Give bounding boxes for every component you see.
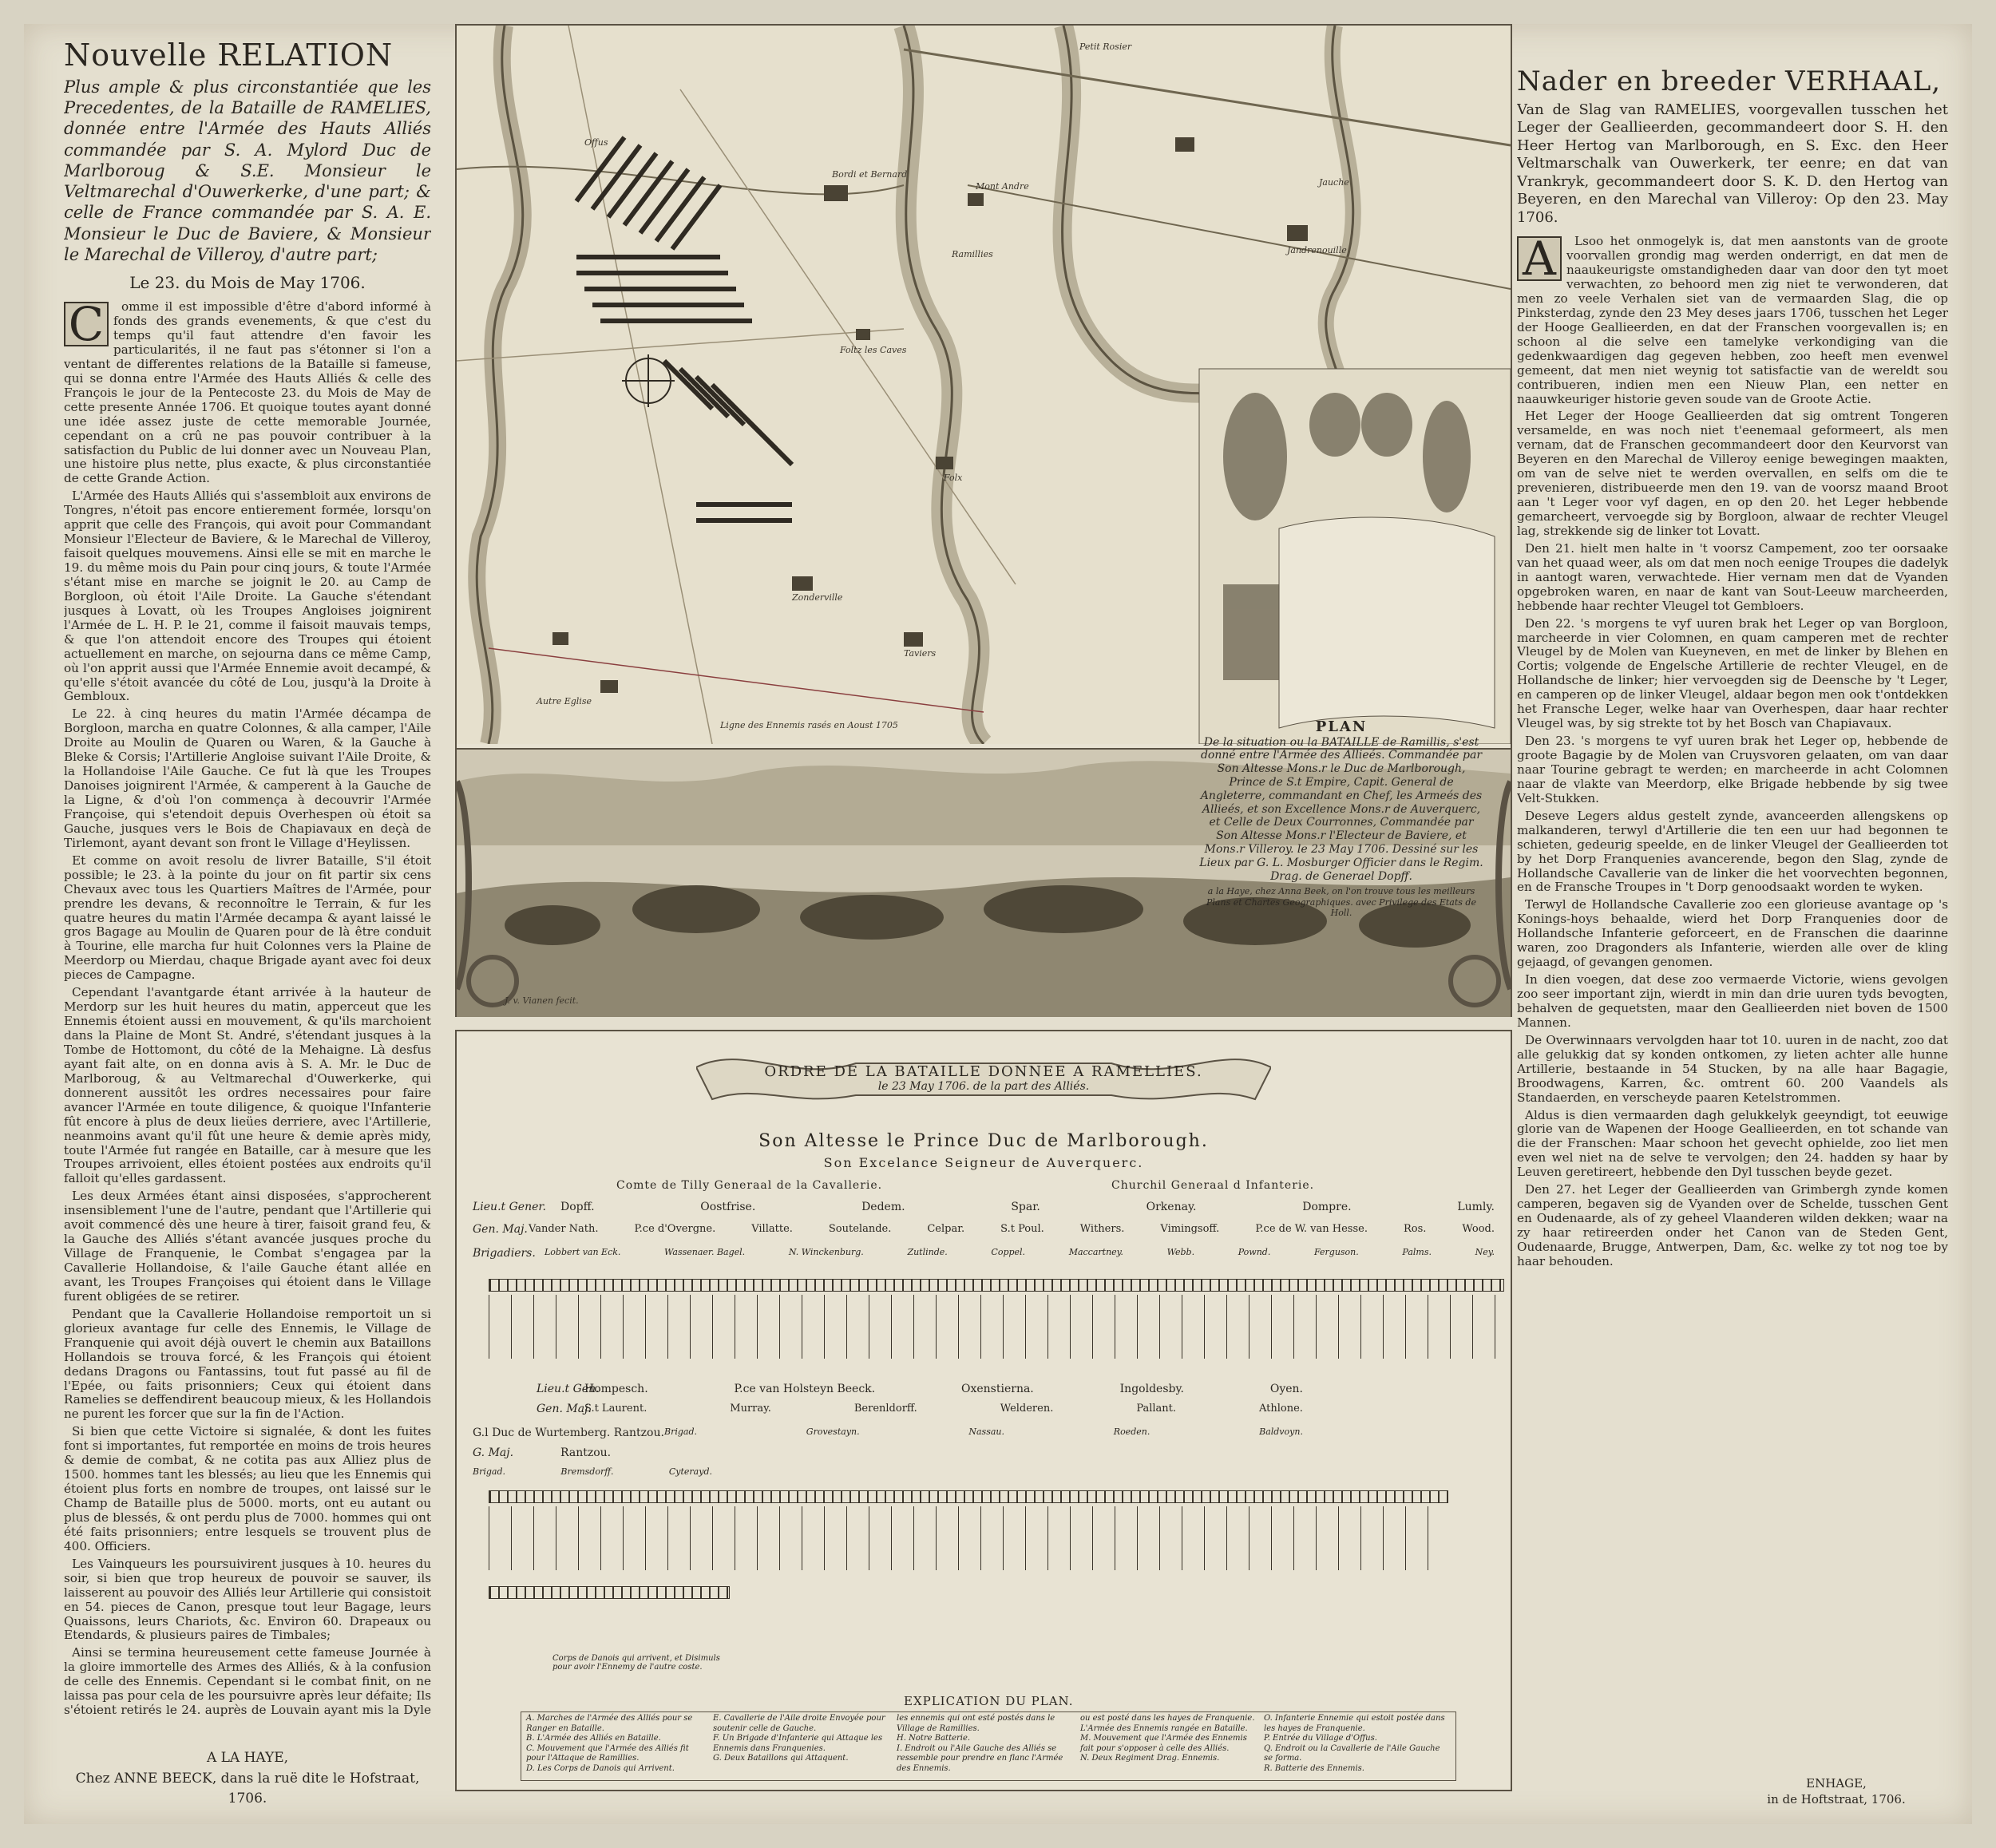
- officer-name: S.t Laurent.: [584, 1403, 648, 1415]
- officer-name: Spar.: [1011, 1201, 1040, 1213]
- map-label: Folx: [944, 473, 963, 483]
- order-subtitle: le 23 May 1706. de la part des Alliés.: [877, 1080, 1090, 1093]
- officer-name: Vimingsoff.: [1160, 1223, 1220, 1235]
- danish-note: Corps de Danois qui arrivent, et Disimuls pour avoir l'Ennemy de l'autre coste.: [552, 1654, 720, 1672]
- dutch-paragraph: Terwyl de Hollandsche Cavallerie zoo een glorieuse avantage op 's Konings-hoys behaalde, wierd het Dorp Franquenies door de Hollandsche Infanterie geforceert, en de Franschen die daarinne waren, zoo Dragonders als Infanterie, wierden alle over de kling gejaagd, of gevangen genomen.: [1517, 897, 1948, 970]
- map-label: Petit Rosier: [1079, 42, 1132, 52]
- regiment-labels: [489, 1295, 1503, 1359]
- officer-name: Nassau.: [968, 1427, 1004, 1437]
- officer-name: Ros.: [1403, 1223, 1427, 1235]
- officer-name: S.t Poul.: [1000, 1223, 1044, 1235]
- danish-brigadiers: [473, 1466, 712, 1477]
- french-paragraph: Le 22. à cinq heures du matin l'Armée décampa de Borgloon, marcha en quatre Colonnes, & alla camper, l'Aile Droite au Moulin de Quaren ou Waren, & la Gauche à Bleke & Corsis; l'Artillerie Angloise suivant l'Aile Droite, & la Hollandoise l'Aile Gauche. Ce fut là que les Troupes Danoises joignirent l'Armée, & camperent à la Gauche de la Ligne, & d'où l'on commença à decouvrir l'Armée Françoise, qui s'etendoit depuis Overhespen où étoit sa Gauche, jusques vers le Bois de Chapiavaux en deçà de Tirlemont, ayant devant son front le Village d'Heylissen.: [64, 706, 431, 850]
- dutch-paragraph: Lsoo het onmogelyk is, dat men aanstonts van de groote voorvallen grondig mag werden onderrigt, en dat men de naaukeurigste omstandigheden daar van door den tyt moet verwachten, zo behoord men zig niet te verwonderen, dat men zo veele Verhalen siet van de vermaarden Slag, die op Pinksterdag, zynde den 23 Mey deses jaars 1706, tusschen het Leger der Hooge Geallieerden, en dat der Franschen voorgevallen is; en schoon al die selve een tamelyke verkondiging van die gedenkwaardigen dag gegeven hebben, zoo heeft men evenwel gemeent, dat men niet weynig tot satisfactie van de wereldt sou contribueren, indien men een Nieuw Plan, een netter en naauwkeuriger historie geven soude van de Groote Actie.: [1517, 234, 1948, 406]
- officer-name: Hompesch.: [584, 1383, 648, 1395]
- officer-name: Oyen.: [1269, 1383, 1303, 1395]
- officer-name: Dompre.: [1302, 1201, 1352, 1213]
- french-relation: [64, 40, 431, 1716]
- dutch-verhaal: [1517, 68, 1948, 1776]
- explanation-col: A. Marches de l'Armée des Alliés pour se Ranger en Bataille. B. L'Armée des Alliés en Bataille. C. Mouvement que l'Armée des Alliés fit pour l'Attaque de Ramillies. D. Les Corps de Danois qui Arrivent.: [526, 1714, 693, 1773]
- french-dateline: Le 23. du Mois de May 1706.: [129, 273, 366, 293]
- officer-name: Villatte.: [751, 1223, 793, 1235]
- french-paragraph: Les Vainqueurs les poursuivirent jusques à 10. heures du soir, si bien que trop heureux de pouvoir se sauver, ils laisserent au pouvoir des Alliés leur Artillerie qui consistoit en 54. pieces de Canon, presque tout leur Bagage, leurs Quaissons, leurs Chariots, &c. Environ 60. Drapeaux ou Etendards, & plusieurs paires de Timbales;: [64, 1556, 431, 1643]
- rank-label: Lieu.t Gen.: [537, 1383, 600, 1395]
- second-line-mj-generals: [584, 1403, 1303, 1415]
- officer-name: Rantzou.: [560, 1446, 612, 1459]
- officer-name: Berenldorff.: [853, 1403, 917, 1415]
- dutch-paragraph: Aldus is dien vermaarden dagh gelukkelyk geeyndigt, tot eeuwige glorie van de Wapenen der Hooge Geallieerden, en tot schande van die der Franschen: Maar schoon het gevecht ophielde, zoo liet men even wel niet na de selve te vervolgen; den 24. hadden sy haar by Leuven geretireert, hebbende den Dyl tusschen beyde gezet.: [1517, 1107, 1948, 1180]
- french-imprint-publisher: Chez ANNE BEECK, dans la ruë dite le Hofstraat, 1706.: [75, 1770, 420, 1806]
- officer-name: Murray.: [730, 1403, 771, 1415]
- explanation-title: EXPLICATION DU PLAN.: [904, 1694, 1074, 1708]
- officer-name: Baldvoyn.: [1259, 1427, 1303, 1437]
- french-imprint: [64, 1748, 431, 1810]
- map-label: Mont Andre: [976, 181, 1029, 192]
- explanation-col: ou est posté dans les hayes de Franquenie. L'Armée des Ennemis rangée en Bataille. M. Mouvement que l'Armée des Ennemis fait pour s'opposer à celle des Alliés. N. Deux Regiment Drag. Ennemis.: [1080, 1714, 1255, 1763]
- officer-name: Wood.: [1462, 1223, 1495, 1235]
- second-line-regiments: [489, 1490, 1448, 1503]
- french-body: [64, 297, 431, 1716]
- officer-name: Roeden.: [1113, 1427, 1150, 1437]
- french-paragraph: Pendant que la Cavallerie Hollandoise remportoit un si glorieux avantage fur celle des Ennemis, le Village de Franquenie qui avoit déjà ouvert le chemin aux Bataillons Hollandois se trouva forcé, & les François qui étoient dedans Dragons ou Fantassins, tout fut passé au fil de l'Epée, ou faits prisonniers; Ceux qui étoient dans Ramelies se deffendirent beaucoup mieux, & les Hollandois ne purent les forcer que sur la fin de l'Action.: [64, 1306, 431, 1422]
- officer-name: Vander Nath.: [529, 1223, 599, 1235]
- officer-name: Maccartney.: [1068, 1247, 1123, 1257]
- explanation-col: les ennemis qui ont esté postés dans le Village de Ramillies. H. Notre Batterie. I. Endroit ou l'Aile Gauche des Alliés se ressemble pour prendre en flanc l'Armée des Ennemis.: [897, 1714, 1063, 1773]
- officer-name: Welderen.: [1000, 1403, 1054, 1415]
- officer-name: N. Winckenburg.: [788, 1247, 864, 1257]
- dutch-paragraph: Den 22. 's morgens te vyf uuren brak het Leger op van Borgloon, marcheerde in vier Colomnen, en quam camperen met de rechter Vleugel by de Molen van Kueyneven, en met de linker by Blehen en Cortis; volgende de Engelsche Artillerie de rechter Vleugel, en de Hollandsche de linker; hier vervoegden sig de Deensche by 't Leger, en camperen op de linker Vleugel, aldaar begon men ook t'ontdekken het Fransche Leger, welke haar van Overhespen, daar haar rechter Vleugel was, by sig strekte tot by het Bosch van Chapiavaux.: [1517, 615, 1948, 731]
- officer-name: Dedem.: [861, 1201, 905, 1213]
- french-subtitle: Plus ample & plus circonstantiée que les Precedentes, de la Bataille de RAMELIES, donnée entre l'Armée des Hauts Alliés commandée par S. A. Mylord Duc de Marlboroug & S.E. Monsieur le Veltmarechal d'Ouwerkerke, d'une part; & celle de France commandée par S. A. E. Monsieur le Duc de Baviere, & Monsieur le Marechal de Villeroy, d'autre part;: [64, 77, 431, 264]
- map-label: Taviers: [904, 648, 937, 659]
- french-paragraph: Si bien que cette Victoire si signalée, & dont les fuites font si importantes, fut remportée en moins de trois heures & demie de combat, & ne cotita pas aux Alliez plus de 1500. hommes tant les blessés; au lieu que les Ennemis qui étoient plus forts en nombre de troupes, ont laissé sur le Champ de Bataille plus de 5000. morts, ont eu autant ou plus de blessés, & ont perdu plus de 7000. hommes qui ont été faits prisonniers; entre lesquels se trouvent plus de 400. Officiers.: [64, 1424, 431, 1553]
- map-cartouche: [1198, 718, 1485, 918]
- officer-name: Celpar.: [927, 1223, 965, 1235]
- officer-name: Ney.: [1475, 1247, 1495, 1257]
- rank-label: G. Maj.: [473, 1446, 514, 1459]
- explanation-col: E. Cavallerie de l'Aile droite Envoyée pour soutenir celle de Gauche. F. Un Brigade d'Infanterie qui Attaque les Ennemis dans Franquenies. G. Deux Bataillons qui Attaquent.: [713, 1714, 885, 1763]
- officer-name: Pownd.: [1238, 1247, 1271, 1257]
- officer-name: Lobbert van Eck.: [545, 1247, 621, 1257]
- officer-name: Coppel.: [991, 1247, 1026, 1257]
- dutch-paragraph: Het Leger der Hooge Geallieerden dat sig omtrent Tongeren versamelde, en was noch niet t'eenemaal geformeert, als men vernam, dat de Franschen gecommandeert door den Keurvorst van Beyeren en den Marechal de Villeroy eenige bewegingen maakten, om van de selve niet te werden overvallen, en selfs om die te prevenieren, distribueerde men den 19. van de voorsz maand Broot aan 't Leger voor vyf dagen, en op den 20. het Leger hebbende gemarcheert, vervoegde sig by Borgloon, alwaar de rechter Vleugel lag, strekkende sig de linker tot Lovatt.: [1517, 409, 1948, 538]
- french-imprint-city: A LA HAYE,: [206, 1750, 289, 1766]
- officer-name: Ingoldesby.: [1119, 1383, 1184, 1395]
- french-paragraph: L'Armée des Hauts Alliés qui s'assembloit aux environs de Tongres, n'étoit pas encore entierement formée, lorsqu'on apprit que celle des François, qui avoit pour Commandant Monsieur l'Electeur de Baviere, & le Marechal de Villeroy, faisoit quelques mouvemens. Ainsi elle se mit en marche le 19. du même mois du Pain pour cinq jours, & toute l'Armée s'étant mise en marche se joignit le 20. au Camp de Borgloon, où étoit l'Aile Droite. La Gauche s'étendant jusques à Lovatt, où les Troupes Angloises joignirent l'Armée de L. H. P. le 21, comme il faisoit mauvais temps, & que l'on attendoit encore des Troupes qui étoient actuellement en marche, on sejourna dans ce même Camp, où l'on apprit aussi que l'Armée Ennemie avoit decampé, & qu'elle s'étoit avancée du côté de Lou, jusqu'à la Droite à Gembloux.: [64, 489, 431, 704]
- officer-name: Orkenay.: [1146, 1201, 1197, 1213]
- map-label: Zonderville: [792, 592, 843, 603]
- order-title: ORDRE DE LA BATAILLE DONNEE A RAMELLIES.: [764, 1063, 1203, 1080]
- officer-name: P.ce de W. van Hesse.: [1255, 1223, 1368, 1235]
- dutch-subtitle: Van de Slag van RAMELIES, voorgevallen tusschen het Leger der Geallieerden, gecommandeert door S. H. den Heer Hertog van Marlborough, en S. Exc. den Heer Veltmarschalk van Ouwerkerk, ter eenre; en dat van Vrankryk, gecommandeert door S. K. D. den Hertog van Beyeren, en den Marechal van Villeroy: Op den 23. May 1706.: [1517, 101, 1948, 226]
- lieutenant-generals-row: [560, 1201, 1495, 1213]
- map-label: Offus: [584, 137, 608, 148]
- explanation-col: O. Infanterie Ennemie qui estoit postée dans les hayes de Franquenie. P. Entrée du Village d'Offus. Q. Endroit ou la Cavallerie de l'Aile Gauche se forma. R. Batterie des Ennemis.: [1264, 1714, 1445, 1773]
- infantry-general: Churchil Generaal d Infanterie.: [1111, 1179, 1315, 1192]
- explanation-box: [521, 1711, 1456, 1781]
- order-of-battle: [455, 1030, 1512, 1791]
- regiment-labels: [489, 1506, 1447, 1570]
- dutch-paragraph: Deseve Legers aldus gestelt zynde, avanceerden allengskens op malkanderen, terwyl d'Artillerie die ten een uur had begonnen te schieten, gedeurig speelde, en de linker Vleugel der Geallieerden tot by het Dorp Franquenies avancerende, begon den Slag, zynde de Hollandsche Cavallerie van de linker die het voorvechten begonnen, en de Fransche Troupes in 't Dorp genoodsaakt worden te wyken.: [1517, 808, 1948, 895]
- major-generals-row: [529, 1223, 1495, 1235]
- officer-name: Athlone.: [1258, 1403, 1303, 1415]
- french-paragraph: Ainsi se termina heureusement cette fameuse Journée à la gloire immortelle des Armes des Alliés, & à la confusion de celle des Ennemis. Cependant si le combat finit, on ne laissa pas pour cela de les poursuivre après leur défaite; Ils s'étoient retirés le 24. auprès de Louvain ayant mis la Dyle: [64, 1645, 431, 1716]
- french-title: Nouvelle RELATION: [64, 40, 394, 73]
- cartouche-text: De la situation ou la BATAILLE de Ramillis, s'est donné entre l'Armée des Allieés. Commandée par Son Altesse Mons.r le Duc de Marlborough, Prince de S.t Empire, Capit. General de Angleterre, commandant en Chef, les Armeés des Allieés, et son Excellence Mons.r de Auverquerc, et Celle de Deux Courronnes, Commandée par Son Altesse Mons.r l'Electeur de Baviere, et Mons.r Villeroy. le 23 May 1706. Dessiné sur les Lieux par G. L. Mosburger Officier dans le Regim. Drag. de Generael Dopff.: [1199, 735, 1483, 883]
- map-label: Foltz les Caves: [840, 345, 907, 355]
- map-label: Jandrenouille: [1287, 245, 1347, 255]
- dutch-paragraph: Den 21. hielt men halte in 't voorsz Campement, zoo ter oorsaake van het quaad weer, als om dat men noch eenige Troupes die dadelyk in aantogt waren, verwachtede. Hier vernam men dat de Vyanden opgebroken waren, en naar de kant van Sout-Leeuw marcheerden, hebbende haar rechter Vleugel tot Gembloers.: [1517, 540, 1948, 613]
- officer-name: Webb.: [1166, 1247, 1195, 1257]
- rank-label: Gen. Maj.: [537, 1403, 592, 1415]
- officer-name: Bremsdorff.: [560, 1466, 614, 1477]
- french-paragraph: Cependant l'avantgarde étant arrivée à la hauteur de Merdorp sur les huit heures du matin, apperceut que les Ennemis étoient aussi en mouvement, & qu'ils marchoient dans la Plaine de Mont St. André, s'étendant jusques à la Tombe de Hottomont, du côté de la Mehaigne. Là desfus ayant fait alte, on en donna avis à S. A. Mr. le Duc de Marlboroug, & au Veltmarechal d'Ouwerkerke, qui donnerent aussitôt les ordres necessaires pour faire avancer l'Armée en toute diligence, & quoique l'Infanterie fût encore à plus de deux lieües derriere, avec l'Artillerie, neanmoins avant qu'il fût une heure & demie après midy, toute l'Armée fut rangée en Bataille, car à mesure que les Troupes arrivoient, elles étoient postées aux endroits qu'il falloit qu'elles gardassent.: [64, 985, 431, 1186]
- officer-name: Soutelande.: [828, 1223, 892, 1235]
- officer-name: P.ce d'Overgne.: [634, 1223, 716, 1235]
- dutch-paragraph: Den 23. 's morgens te vyf uuren brak het Leger op, hebbende de groote Bagagie by de Molen van Cruysvoren gelaaten, om van daar naar Tourine gebragt te werden; en marcheerde in acht Colomnen naar de vlakte van Meerdorp, elke Brigade hebbende by sig twee Velt-Stukken.: [1517, 734, 1948, 805]
- french-paragraph: Les deux Armées étant ainsi disposées, s'approcherent insensiblement l'une de l'autre, pendant que l'Artillerie qui avoit commencé dès une heure à tirer, faisoit grand feu, & la Gauche des Alliés s'étant avancée jusques proche du Village de Franquenie, le Combat s'engagea par la Cavallerie Hollandoise, & l'aile Gauche étant allée en avant, les Troupes Françoises qui étoient dans le Village furent obligées de se retirer.: [64, 1189, 431, 1304]
- map-label: Jauche: [1319, 177, 1349, 188]
- danish-corps-regiments: [489, 1586, 730, 1599]
- second-line-lt-generals: [584, 1383, 1303, 1395]
- map-label: Autre Eglise: [537, 696, 592, 706]
- commander-1: Son Altesse le Prince Duc de Marlborough.: [758, 1131, 1209, 1151]
- engraver-credit: J. v. Vianen fecit.: [505, 995, 579, 1006]
- dutch-body: [1517, 231, 1948, 1269]
- rank-label: Brigadiers.: [473, 1247, 536, 1260]
- dutch-paragraph: Den 27. het Leger der Geallieerden van Grimbergh zynde komen camperen, begaven sig de Vyanden over de Schelde, tusschen Gent en Oudenaarde, als of zy geheel Vlaanderen wilden dekken; waar na zy haar retireerden onder het Canon van de Steden Gent, Oudenaarde, Brugge, Antwerpen, Dam, &c. welke zy tot nog toe by haar behouden.: [1517, 1182, 1948, 1268]
- french-paragraph: omme il est impossible d'être d'abord informé à fonds des grands evenements, & que c'est du temps qu'il faut attendre d'en favoir les particularités, il ne faut pas s'étonner si l'on a ventant de differentes relations de la Bataille si fameuse, qui se donna entre l'Armée des Hauts Alliés & celle des François le jour de la Pentecoste 23. du Mois de May de cette presente Année 1706. Et quoique toutes ayant donné une idée assez juste de cette memorable Journée, cependant on a crû ne pas pouvoir contribuer à la satisfaction du Public de lui donner avec un Nouveau Plan, une histoire plus nette, plus exacte, & plus circonstantiée de cette Grande Action.: [64, 299, 431, 486]
- officer-name: Oxenstierna.: [961, 1383, 1034, 1395]
- rank-label: G.l Duc de Wurtemberg. Rantzou.: [473, 1427, 664, 1439]
- order-banner: [696, 1047, 1271, 1111]
- officer-name: Ferguson.: [1313, 1247, 1359, 1257]
- officer-name: Cyterayd.: [668, 1466, 712, 1477]
- rank-label: Gen. Maj.: [473, 1223, 528, 1236]
- officer-name: Oostfrise.: [700, 1201, 756, 1213]
- second-line-brigadiers: [664, 1427, 1303, 1437]
- officer-name: Pallant.: [1136, 1403, 1177, 1415]
- officer-name: Zutlinde.: [907, 1247, 948, 1257]
- dutch-imprint: [1741, 1776, 1932, 1807]
- battle-map: [457, 26, 1511, 744]
- officer-name: Brigad.: [664, 1427, 697, 1437]
- officer-name: Withers.: [1079, 1223, 1125, 1235]
- map-label: Ramillies: [952, 249, 993, 259]
- cartouche-imprint: a la Haye, chez Anna Beek, on l'on trouve tous les meilleurs Plans et Chartes Geographiques. avec Privilege des Etats de Holl.: [1206, 886, 1476, 918]
- map-label: Ligne des Ennemis rasés en Aoust 1705: [720, 720, 898, 730]
- french-dropcap: C: [64, 302, 109, 346]
- officer-name: Grovestayn.: [806, 1427, 860, 1437]
- officer-name: Brigad.: [473, 1466, 505, 1477]
- french-paragraph: Et comme on avoit resolu de livrer Bataille, S'il étoit possible; le 23. à la pointe du jour on fit partir six cens Chevaux avec tous les Quartiers Maîtres de l'Armée, pour prendre les devans, & reconnoître le Terrain, & fur les quatre heures du matin l'Armée decampa & ayant laissé le gros Bagage au Moulin de Quaren pour de là être conduit à Tourine, elle marcha fur huit Colonnes vers la Plaine de Meerdorp ou Mierdau, chaque Brigade ayant avec foi deux pieces de Campagne.: [64, 853, 431, 983]
- first-line-regiments: [489, 1279, 1504, 1292]
- map-label: Bordi et Bernard: [832, 169, 908, 180]
- dutch-paragraph: De Overwinnaars vervolgden haar tot 10. uuren in de nacht, zoo dat alle gelukkig dat sy konden ontkomen, zy lieten achter alle hunne Artillerie, bestaande in 54 Stucken, by na alle haar Bagagie, Broodwagens, Karren, &c. omtrent 60. 200 Vaandels als Standaerden, en verscheyde paaren Ketelstrommen.: [1517, 1032, 1948, 1105]
- officer-name: Palms.: [1402, 1247, 1432, 1257]
- cartouche-title: PLAN: [1315, 718, 1368, 735]
- rank-label: Lieu.t Gener.: [473, 1201, 546, 1213]
- dutch-dropcap: A: [1517, 236, 1562, 281]
- officer-name: Lumly.: [1457, 1201, 1495, 1213]
- commander-2: Son Excelance Seigneur de Auverquerc.: [823, 1155, 1144, 1170]
- officer-name: Dopff.: [560, 1201, 595, 1213]
- dutch-title: Nader en breeder VERHAAL,: [1517, 68, 1942, 97]
- officer-name: P.ce van Holsteyn Beeck.: [734, 1383, 876, 1395]
- brigadiers-row: [545, 1247, 1495, 1257]
- officer-name: Wassenaer. Bagel.: [664, 1247, 746, 1257]
- cavalry-general: Comte de Tilly Generaal de la Cavallerie.: [616, 1179, 883, 1192]
- dutch-imprint-city: ENHAGE,: [1806, 1776, 1867, 1791]
- dutch-imprint-publisher: in de Hoftstraat, 1706.: [1767, 1791, 1906, 1806]
- dutch-paragraph: In dien voegen, dat dese zoo vermaerde Victorie, wiens gevolgen zoo seer important zijn, wierdt in min dan drie uuren tyds bevogten, behalven de gequetsten, maar den Geallieerden niet boven de 1500 Mannen.: [1517, 972, 1948, 1030]
